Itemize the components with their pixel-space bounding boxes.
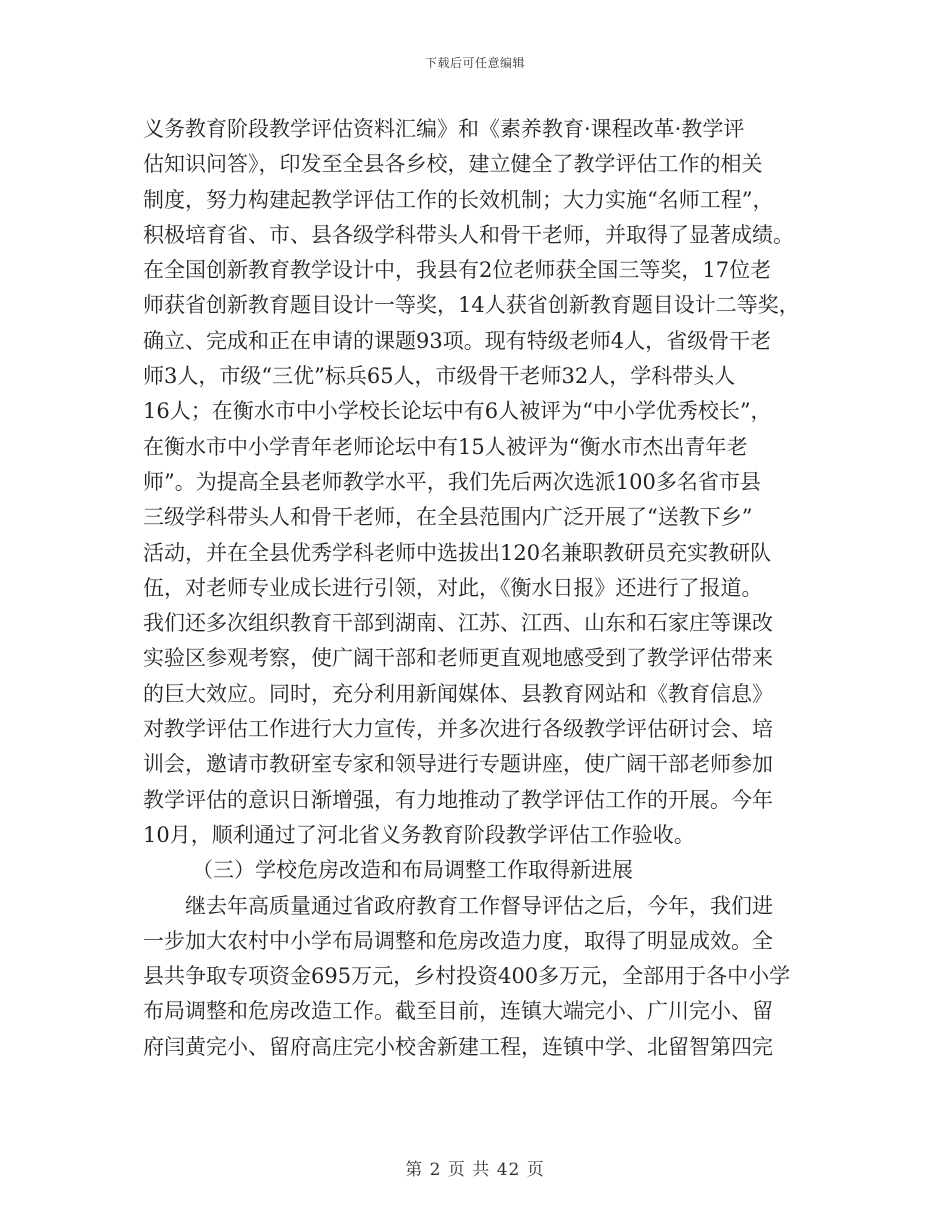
- body-line: 我们还多次组织教育干部到湖南、江苏、江西、山东和石家庄等课改: [143, 611, 773, 636]
- body-line: 10月，顺利通过了河北省义务教育阶段教学评估工作验收。: [143, 822, 695, 847]
- body-line: 的巨大效应。同时，充分利用新闻媒体、县教育网站和《教育信息》: [143, 681, 773, 706]
- section-heading: （三）学校危房改造和布局调整工作取得新进展: [192, 858, 633, 883]
- body-line: 伍，对老师专业成长进行引领，对此，《衡水日报》还进行了报道。: [143, 575, 763, 600]
- body-line: 在衡水市中小学青年老师论坛中有15人被评为“衡水市杰出青年老: [143, 434, 748, 459]
- body-line: 活动，并在全县优秀学科老师中选拔出120名兼职教研员充实教研队: [143, 540, 772, 565]
- page-footer: 第 2 页 共 42 页: [405, 1160, 545, 1180]
- body-line: 府闫黄完小、留府高庄完小校舍新建工程，连镇中学、北留智第四完: [143, 1034, 773, 1059]
- body-line: 师获省创新教育题目设计一等奖，14人获省创新教育题目设计二等奖，: [143, 293, 800, 318]
- body-line: 制度，努力构建起教学评估工作的长效机制；大力实施“名师工程”，: [143, 187, 774, 212]
- body-line: 布局调整和危房改造工作。截至目前，连镇大端完小、广川完小、留: [143, 999, 773, 1024]
- body-line: 估知识问答》，印发至全县各乡校，建立健全了教学评估工作的相关: [143, 152, 763, 177]
- body-line: 积极培育省、市、县各级学科带头人和骨干老师，并取得了显著成绩。: [143, 222, 794, 247]
- body-line: 16人；在衡水市中小学校长论坛中有6人被评为“中小学优秀校长”，: [143, 399, 772, 424]
- body-line: 确立、完成和正在申请的课题93项。现有特级老师4人，省级骨干老: [143, 328, 772, 353]
- body-line: 实验区参观考察，使广阔干部和老师更直观地感受到了教学评估带来: [143, 646, 773, 671]
- body-line: 对教学评估工作进行大力宣传，并多次进行各级教学评估研讨会、培: [143, 717, 773, 742]
- document-body: [143, 112, 813, 1065]
- body-line: 教学评估的意识日渐增强，有力地推动了教学评估工作的开展。今年: [143, 787, 773, 812]
- body-line: 义务教育阶段教学评估资料汇编》和《素养教育·课程改革·教学评: [143, 117, 745, 141]
- body-line: 继去年高质量通过省政府教育工作督导评估之后，今年，我们进: [185, 893, 773, 918]
- page-header: 下载后可任意编辑: [424, 56, 525, 70]
- body-line: 一步加大农村中小学布局调整和危房改造力度，取得了明显成效。全: [143, 928, 773, 953]
- body-line: 师”。为提高全县老师教学水平，我们先后两次选派100多名省市县: [143, 469, 761, 494]
- body-line: 在全国创新教育教学设计中，我县有2位老师获全国三等奖，17位老: [143, 258, 772, 283]
- body-line: 县共争取专项资金695万元，乡村投资400多万元，全部用于各中小学: [143, 964, 791, 989]
- body-line: 师3人，市级“三优”标兵65人，市级骨干老师32人，学科带头人: [143, 364, 736, 389]
- body-line: 三级学科带头人和骨干老师，在全县范围内广泛开展了“送教下乡”: [143, 505, 753, 530]
- body-line: 训会，邀请市教研室专家和领导进行专题讲座，使广阔干部老师参加: [143, 752, 773, 777]
